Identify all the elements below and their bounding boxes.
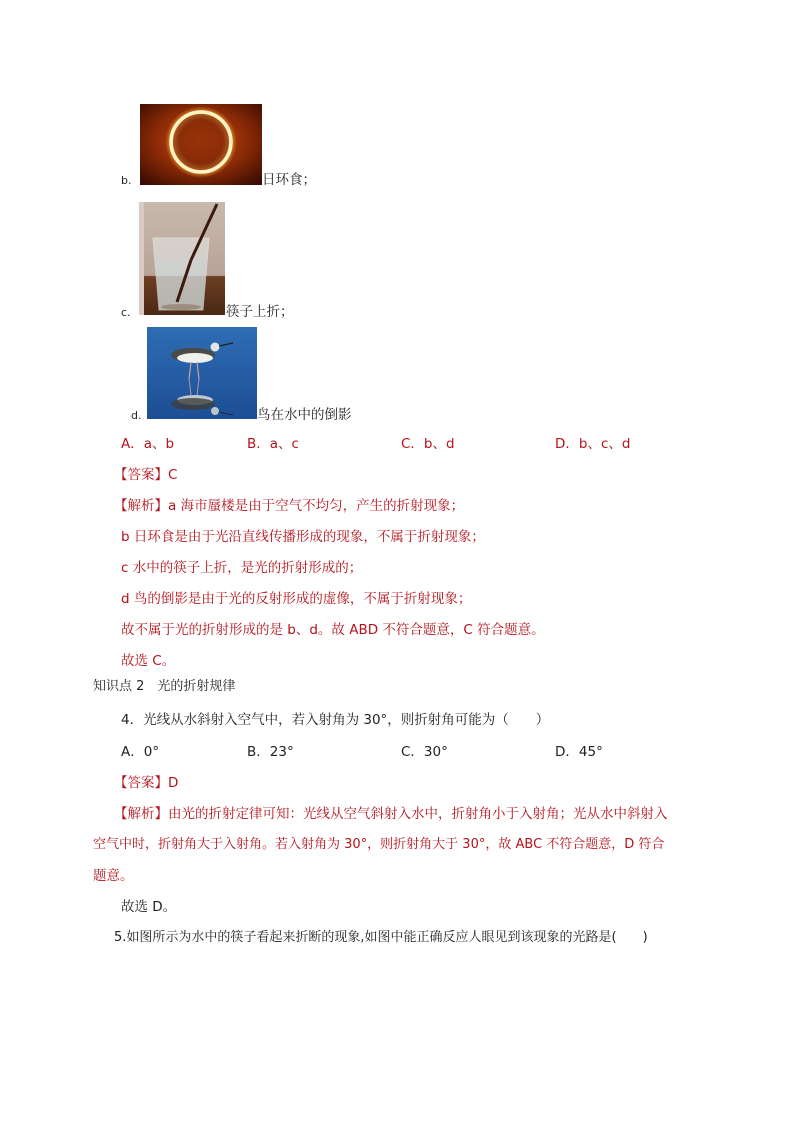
q4-analysis-line-1 — [114, 805, 668, 823]
answer-tag: 【答案】 — [114, 775, 168, 791]
q3-analysis-line-5: 故不属于光的折射形成的是 b、d。故 ABD 不符合题意，C 符合题意。 — [121, 622, 545, 638]
option-b-caption: 日环食； — [262, 172, 316, 188]
section-title: 知识点 2 光的折射规律 — [93, 679, 236, 694]
option-c-caption: 筷子上折； — [226, 304, 294, 320]
analysis-tag: 【解析】 — [114, 806, 168, 822]
answer-value: C — [168, 467, 178, 483]
option-b-letter: b. — [121, 174, 132, 187]
q3-option-d: D．b、c、d — [555, 436, 631, 452]
q4-option-b: B．23° — [247, 744, 294, 760]
q3-option-c: C．b、d — [401, 436, 455, 452]
analysis-text: 由光的折射定律可知：光线从空气斜射入水中，折射角小于入射角；光从水中斜射入 — [168, 806, 668, 822]
option-d-letter: d. — [131, 409, 142, 422]
q3-answer — [114, 466, 177, 484]
option-c-letter: c. — [121, 306, 131, 319]
bird-reflection-image — [147, 327, 257, 419]
q4-stem: 4．光线从水斜射入空气中，若入射角为 30°，则折射角可能为（ ） — [121, 712, 550, 728]
q4-option-c: C．30° — [401, 744, 448, 760]
q3-analysis-line-4: d 鸟的倒影是由于光的反射形成的虚像，不属于折射现象； — [121, 591, 472, 607]
answer-value: D — [168, 775, 179, 791]
q4-analysis-line-2: 空气中时，折射角大于入射角。若入射角为 30°，则折射角大于 30°，故 ABC 不符合题意，D 符合 — [93, 837, 665, 852]
chopsticks-in-water-image — [139, 202, 225, 315]
option-d-caption: 鸟在水中的倒影 — [257, 407, 352, 423]
q4-answer — [114, 774, 178, 792]
q3-analysis-line-2: b 日环食是由于光沿直线传播形成的现象，不属于折射现象； — [121, 529, 485, 545]
q4-option-d: D．45° — [555, 744, 603, 760]
q4-option-a: A．0° — [121, 744, 160, 760]
q3-analysis-line-6: 故选 C。 — [121, 653, 176, 669]
q4-analysis-line-3: 题意。 — [93, 868, 134, 884]
annular-eclipse-image — [140, 104, 262, 185]
analysis-tag: 【解析】 — [114, 498, 168, 514]
q3-option-a: A．a、b — [121, 436, 175, 452]
q5-stem: 5.如图所示为水中的筷子看起来折断的现象,如图中能正确反应人眼见到该现象的光路是( ) — [114, 930, 648, 945]
q3-analysis-line-1 — [114, 497, 464, 515]
q3-option-b: B．a、c — [247, 436, 299, 452]
analysis-text: a 海市蜃楼是由于空气不均匀，产生的折射现象； — [168, 498, 465, 514]
q3-analysis-line-3: c 水中的筷子上折，是光的折射形成的； — [121, 560, 363, 576]
answer-tag: 【答案】 — [114, 467, 168, 483]
q4-analysis-line-4: 故选 D。 — [121, 899, 177, 915]
